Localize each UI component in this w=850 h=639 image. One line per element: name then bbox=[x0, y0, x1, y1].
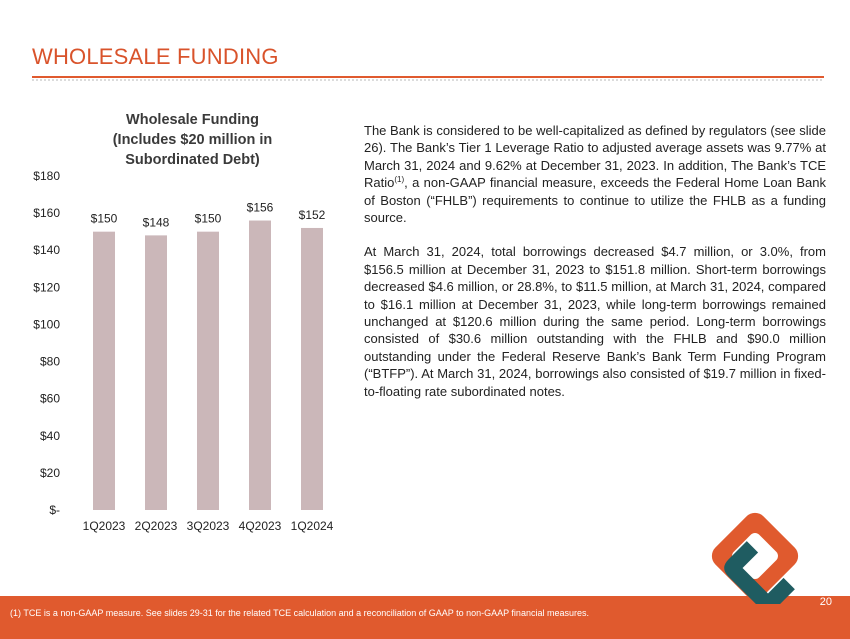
wholesale-funding-chart bbox=[0, 0, 360, 545]
y-tick-label: $80 bbox=[39, 354, 60, 369]
company-logo-icon bbox=[700, 504, 820, 604]
bar-2q2023 bbox=[145, 235, 167, 510]
chart-title-line-2: (Includes $20 million in bbox=[112, 132, 273, 148]
slide-title: WHOLESALE FUNDING bbox=[32, 44, 279, 69]
y-tick-label: $40 bbox=[39, 428, 60, 443]
x-category-label: 3Q2023 bbox=[186, 519, 230, 533]
x-category-label: 4Q2023 bbox=[238, 519, 282, 533]
chart-title-line-1: Wholesale Funding bbox=[126, 112, 259, 128]
bar-data-label: $150 bbox=[194, 211, 222, 226]
paragraph-capital bbox=[364, 122, 826, 226]
y-tick-label: $20 bbox=[39, 465, 60, 480]
footnote: (1) TCE is a non-GAAP measure. See slides 29-31 for the related TCE calculation and a reconciliation of GAAP to non-GAAP financial measures. bbox=[10, 608, 589, 618]
footnote-marker: (1) bbox=[394, 175, 405, 185]
x-category-label: 1Q2024 bbox=[290, 519, 334, 533]
y-tick-label: $140 bbox=[33, 243, 60, 258]
page-number: 20 bbox=[819, 596, 832, 608]
bar-1q2024 bbox=[301, 228, 323, 510]
chart-title-line-3: Subordinated Debt) bbox=[125, 152, 260, 168]
y-tick-label: $100 bbox=[33, 317, 60, 332]
paragraph-capital-text-a: The Bank is considered to be well-capitalized as defined by regulators (see slide 26). The Bank’s Tier 1 Leverage Ratio to adjusted average assets was 9.77% at March 31, 2024 and 9.62% at December 31, 2023. In addition, The Bank’s TCE Ratio bbox=[364, 123, 826, 191]
paragraph-borrowings: At March 31, 2024, total borrowings decreased $4.7 million, or 3.0%, from $156.5 million at December 31, 2023 to $151.8 million. Short-term borrowings decreased $4.6 million, or 28.8%, to $11.5 million, at March 31, 2024, compared to $16.1 million at December 31, 2023, while long-term borrowings remained unchanged at $120.6 million during the same period. Long-term borrowings consisted of $30.6 million outstanding with the FHLB and $90.0 million outstanding under the Federal Reserve Bank’s Bank Term Funding Program (“BTFP”). At March 31, 2024, borrowings also consisted of $19.7 million in fixed-to-floating rate subordinated notes. bbox=[364, 244, 826, 399]
paragraph-capital-text-b: , a non-GAAP financial measure, exceeds the Federal Home Loan Bank of Boston (“FHLB”) requirements to continue to utilize the FHLB as a funding source. bbox=[364, 175, 826, 226]
y-tick-label: $160 bbox=[33, 206, 60, 221]
bar-data-label: $152 bbox=[298, 207, 326, 222]
bar-1q2023 bbox=[93, 232, 115, 510]
x-category-label: 2Q2023 bbox=[134, 519, 178, 533]
bar-data-label: $156 bbox=[246, 200, 274, 215]
body-text bbox=[364, 122, 826, 417]
y-tick-label: $120 bbox=[33, 280, 60, 295]
y-tick-label: $- bbox=[49, 503, 60, 517]
bar-data-label: $148 bbox=[142, 215, 170, 230]
bar-3q2023 bbox=[197, 232, 219, 510]
x-category-label: 1Q2023 bbox=[82, 519, 126, 533]
y-tick-label: $60 bbox=[39, 391, 60, 406]
bar-data-label: $150 bbox=[90, 211, 118, 226]
bar-4q2023 bbox=[249, 221, 271, 510]
y-tick-label: $180 bbox=[33, 169, 60, 183]
